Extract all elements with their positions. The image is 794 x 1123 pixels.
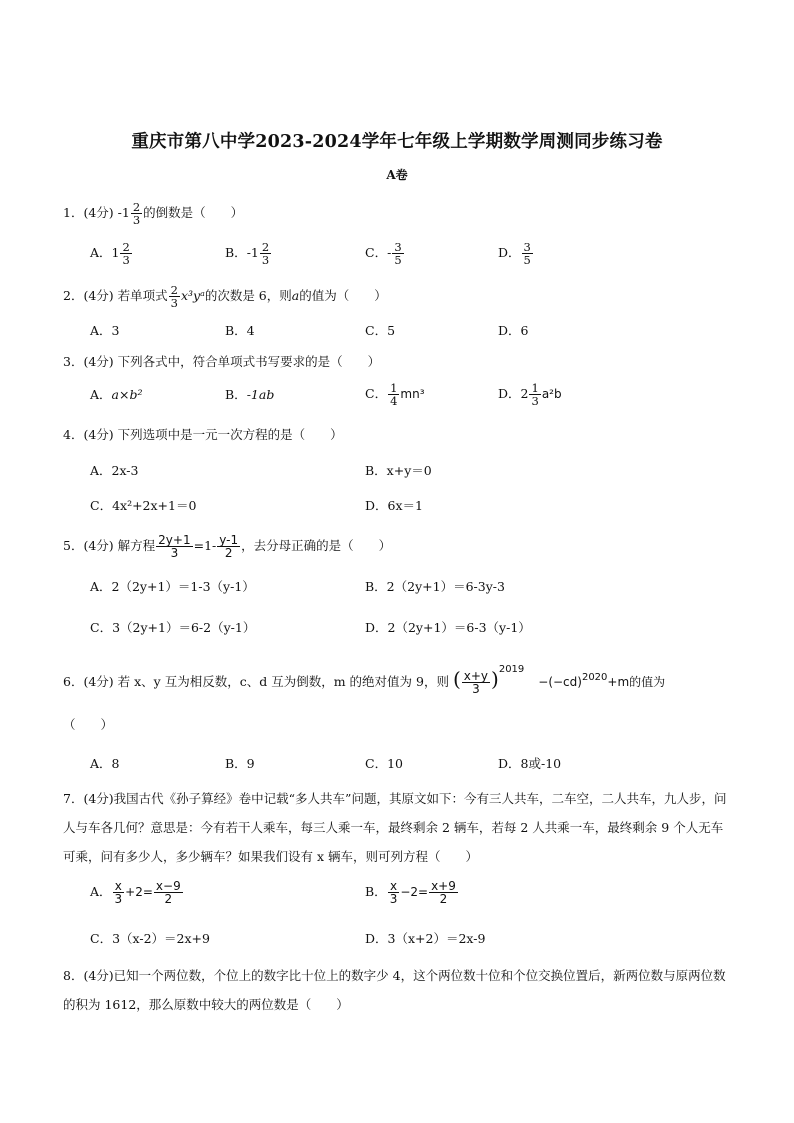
stem-text: 的倒数是（ ） [143,205,244,220]
option-a: A． $\frac{x}{3}$ +2= $\frac{x-9}{2}$ [90,879,181,906]
question-number: 5．(4分) [63,538,114,553]
question-1 [63,201,243,226]
option-b: B．-1ab [225,387,275,402]
question-6: 6．(4分) 若 x、y 互为相反数，c、d 互为倒数，m 的绝对值为 9，则 ( $\frac{x+y}{3}$ )$^{2019} -(-cd)^{2020}+m$的值为 [63,664,666,696]
option-d: D．6x＝1 [365,498,423,513]
option-d: D．2 $\frac{1}{3}$ a²b [498,381,562,408]
option-b: B．9 [225,756,255,771]
option-a: A．2x-3 [90,463,139,478]
option-b: B． $\frac{x}{3}$ −2= $\frac{x+9}{2}$ [365,879,456,906]
option-c: C．3（2y+1）＝6-2（y-1） [90,620,256,635]
section-label: A卷 [386,168,408,182]
option-d: D．6 [498,323,529,338]
question-number: 2．(4分) [63,288,114,303]
question-4: 4．(4分) 下列选项中是一元一次方程的是（ ） [63,427,343,442]
option-d: D． $\frac{3}{5}$ [498,240,531,267]
option-a: A．8 [90,756,120,771]
option-a: A．1 $\frac{2}{3}$ [90,240,130,267]
option-c: C． $\frac{1}{4}$ mn³ [365,381,425,408]
option-c: C．5 [365,323,396,338]
page-title: 重庆市第八中学2023-2024学年七年级上学期数学周测同步练习卷 [131,132,663,152]
stem-text: -1 [117,205,130,220]
option-b: B．2（2y+1）＝6-3y-3 [365,579,505,594]
option-d: D．3（x+2）＝2x-9 [365,931,486,946]
option-c: C．- $\frac{3}{5}$ [365,240,402,267]
option-d: D．8或-10 [498,756,562,771]
question-3: 3．(4分) 下列各式中，符合单项式书写要求的是（ ） [63,354,381,369]
option-b: B．4 [225,323,255,338]
question-7: 7．(4分)我国古代《孙子算经》卷中记载“多人共车”问题，其原文如下：今有三人共车，二车空，二人共车，九人步，问人与车各几何？意思是：今有若干人乘车，每三人乘一车，最终剩余 2 辆车，若每 2 人共乘一车，最终剩余 9 个人无车可乘，问有多少人，多少辆车？如果我们设有 x 辆车，则可列方程（ ） [63,791,727,864]
fraction: $\frac{2}{3}$ [132,200,141,227]
question-5: 5．(4分) 解方程 $\frac{2y+1}{3}$ =1- $\frac{y-1}{2}$ ，去分母正确的是（ ） [63,533,392,560]
option-a: A．2（2y+1）＝1-3（y-1） [90,579,255,594]
option-b: B．x+y＝0 [365,463,432,478]
question-8: 8．(4分)已知一个两位数，个位上的数字比十位上的数字少 4，这个两位数十位和个位交换位置后，新两位数与原两位数的积为 1612，那么原数中较大的两位数是（ ） [63,968,726,1012]
option-d: D．2（2y+1）＝6-3（y-1） [365,620,531,635]
option-c: C．3（x-2）＝2x+9 [90,931,210,946]
question-number: 3．(4分) [63,354,114,369]
option-a: A．a×b² [90,387,143,402]
question-number: 1．(4分) [63,205,114,220]
option-c: C．10 [365,756,403,771]
option-a: A．3 [90,323,120,338]
question-2: 2．(4分) 若单项式 $\frac{2}{3}$ x³yᵃ的次数是 6，则a的值为（ ） [63,283,387,310]
option-c: C．4x²+2x+1＝0 [90,498,197,513]
question-number: 4．(4分) [63,427,114,442]
question-number: 6．(4分) [63,674,114,689]
answer-blank: （ ） [63,717,114,732]
option-b: B．-1 $\frac{2}{3}$ [225,240,270,267]
